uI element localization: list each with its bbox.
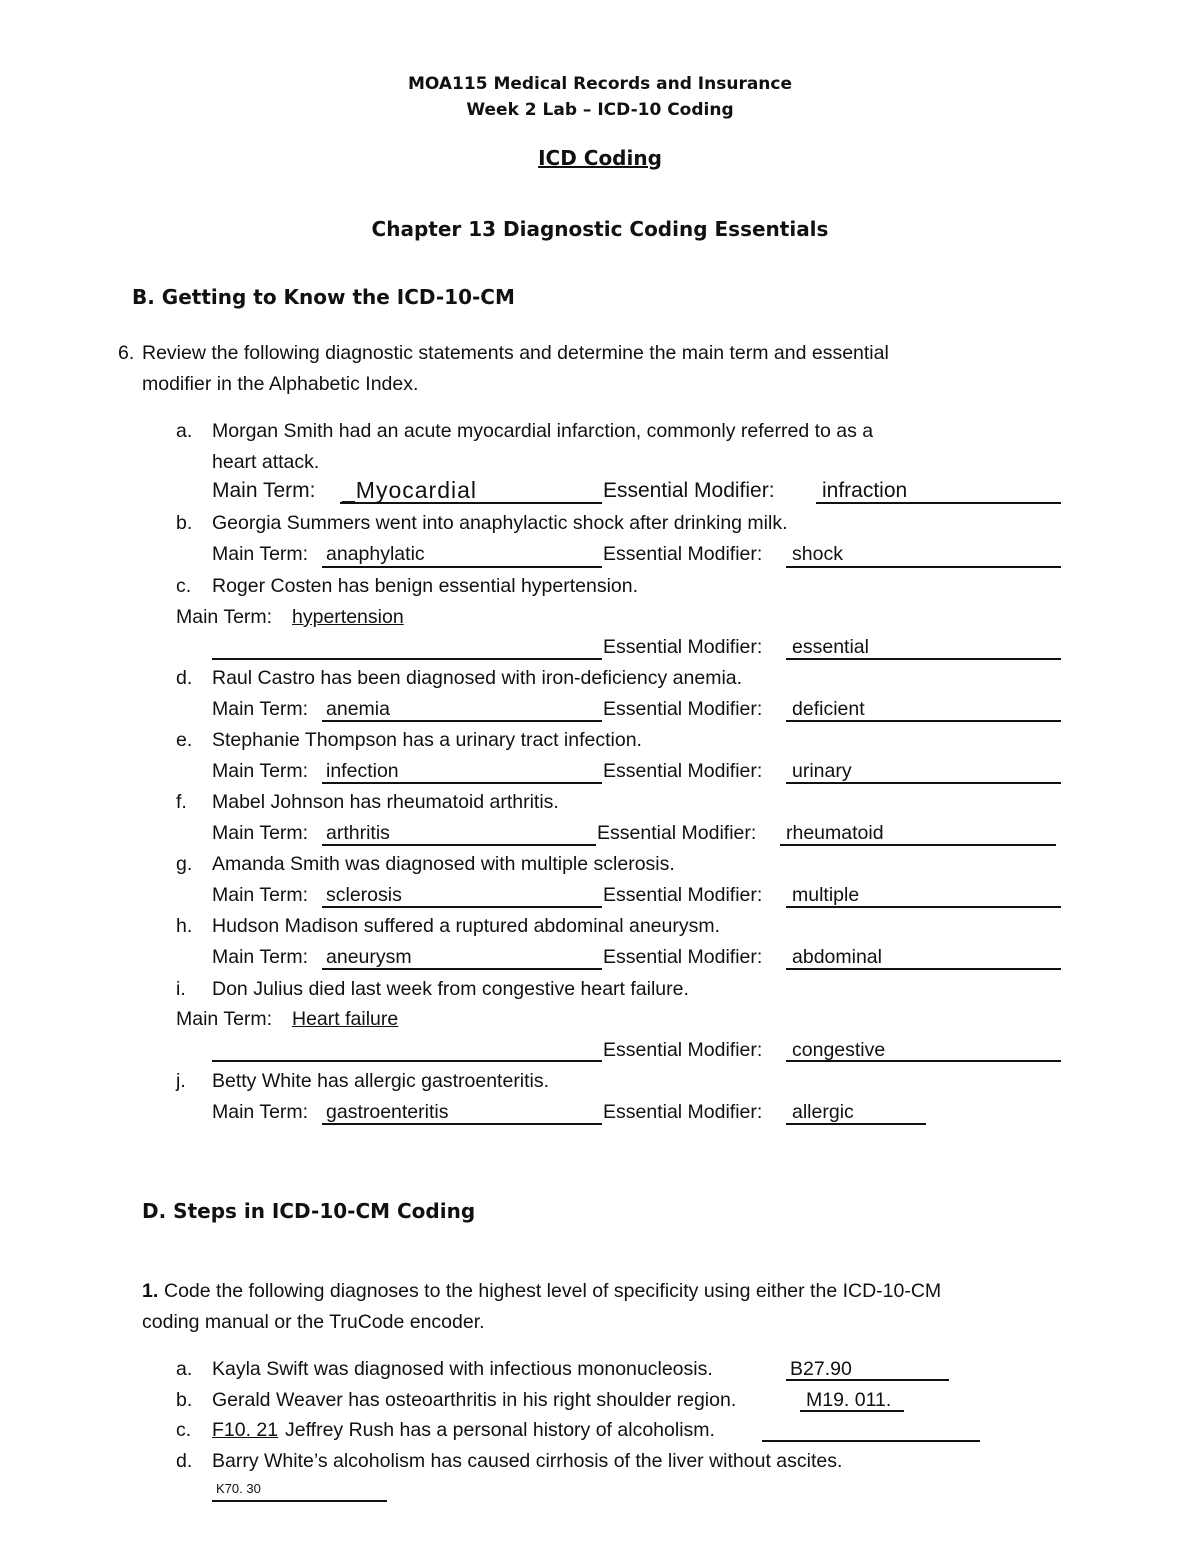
item-letter: c. bbox=[176, 1419, 192, 1441]
diagnostic-statement: Mabel Johnson has rheumatoid arthritis. bbox=[212, 791, 559, 813]
main-term-answer[interactable]: infection bbox=[326, 760, 399, 782]
item-letter: b. bbox=[176, 1389, 193, 1411]
modifier-answer[interactable]: allergic bbox=[792, 1101, 854, 1123]
diagnostic-statement: Don Julius died last week from congestive heart failure. bbox=[212, 978, 689, 1000]
modifier-answer[interactable]: urinary bbox=[792, 760, 852, 782]
diagnostic-statement: Hudson Madison suffered a ruptured abdominal aneurysm. bbox=[212, 915, 721, 937]
section-d-heading: D. Steps in ICD-10-CM Coding bbox=[142, 1199, 476, 1223]
modifier-label: Essential Modifier: bbox=[597, 822, 757, 844]
item-letter: c. bbox=[176, 575, 192, 597]
main-term-answer[interactable]: sclerosis bbox=[326, 884, 402, 906]
instruction-line: Code the following diagnoses to the highest level of specificity using either the ICD-10-CM bbox=[164, 1280, 942, 1302]
course-title: MOA115 Medical Records and Insurance bbox=[407, 74, 793, 94]
diagnostic-statement: heart attack. bbox=[212, 451, 320, 473]
modifier-label: Essential Modifier: bbox=[603, 636, 763, 658]
modifier-answer[interactable]: infraction bbox=[822, 479, 908, 502]
modifier-label: Essential Modifier: bbox=[603, 760, 763, 782]
diagnosis-statement: Barry White’s alcoholism has caused cirrhosis of the liver without ascites. bbox=[212, 1450, 843, 1472]
item-letter: b. bbox=[176, 512, 193, 534]
item-letter: j. bbox=[176, 1070, 186, 1092]
item-letter: f. bbox=[176, 791, 187, 813]
main-term-answer[interactable]: arthritis bbox=[326, 822, 390, 844]
modifier-label: Essential Modifier: bbox=[603, 479, 775, 502]
modifier-answer[interactable]: deficient bbox=[792, 698, 865, 720]
main-term-answer[interactable]: _Myocardial bbox=[342, 477, 477, 503]
main-term-label: Main Term: bbox=[176, 606, 273, 628]
question-number-text: 1. bbox=[142, 1280, 159, 1302]
main-term-label: Main Term: bbox=[212, 543, 309, 565]
icd-code-answer[interactable]: K70. 30 bbox=[216, 1481, 261, 1496]
item-letter: e. bbox=[176, 729, 193, 751]
instruction-line: Review the following diagnostic statements and determine the main term and essential bbox=[142, 342, 889, 364]
item-letter: d. bbox=[176, 1450, 193, 1472]
item-letter: h. bbox=[176, 915, 193, 937]
main-term-answer[interactable]: anemia bbox=[326, 698, 390, 720]
main-term-answer[interactable]: gastroenteritis bbox=[326, 1101, 449, 1123]
diagnostic-statement: Stephanie Thompson has a urinary tract infection. bbox=[212, 729, 642, 751]
main-term-label: Main Term: bbox=[212, 1101, 309, 1123]
icd-code-answer[interactable]: F10. 21 bbox=[212, 1419, 279, 1441]
modifier-answer[interactable]: congestive bbox=[792, 1039, 886, 1061]
modifier-answer[interactable]: multiple bbox=[792, 884, 860, 906]
modifier-label: Essential Modifier: bbox=[603, 1101, 763, 1123]
modifier-answer[interactable]: essential bbox=[792, 636, 869, 658]
diagnosis-statement: Gerald Weaver has osteoarthritis in his right shoulder region. bbox=[212, 1389, 737, 1411]
icd-code-answer[interactable]: B27.90 bbox=[790, 1358, 852, 1380]
diagnosis-statement: Kayla Swift was diagnosed with infectious mononucleosis. bbox=[212, 1358, 713, 1380]
modifier-answer[interactable]: shock bbox=[792, 543, 843, 565]
instruction-line: modifier in the Alphabetic Index. bbox=[142, 373, 419, 395]
question-number bbox=[142, 1280, 158, 1303]
item-letter: i. bbox=[176, 978, 186, 1000]
diagnostic-statement: Georgia Summers went into anaphylactic shock after drinking milk. bbox=[212, 512, 788, 534]
modifier-answer[interactable]: abdominal bbox=[792, 946, 882, 968]
main-term-label: Main Term: bbox=[212, 822, 309, 844]
main-term-label: Main Term: bbox=[212, 884, 309, 906]
main-term-label: Main Term: bbox=[212, 946, 309, 968]
modifier-label: Essential Modifier: bbox=[603, 698, 763, 720]
diagnostic-statement: Betty White has allergic gastroenteritis. bbox=[212, 1070, 550, 1092]
modifier-label: Essential Modifier: bbox=[603, 1039, 763, 1061]
chapter-title: Chapter 13 Diagnostic Coding Essentials bbox=[371, 217, 829, 241]
item-letter: a. bbox=[176, 1358, 193, 1380]
section-b-heading: B. Getting to Know the ICD-10-CM bbox=[132, 285, 515, 309]
modifier-label: Essential Modifier: bbox=[603, 543, 763, 565]
diagnostic-statement: Amanda Smith was diagnosed with multiple sclerosis. bbox=[212, 853, 675, 875]
diagnostic-statement: Raul Castro has been diagnosed with iron-deficiency anemia. bbox=[212, 667, 743, 689]
item-letter: a. bbox=[176, 420, 193, 442]
modifier-label: Essential Modifier: bbox=[603, 946, 763, 968]
item-letter: g. bbox=[176, 853, 193, 875]
question-number: 6. bbox=[118, 342, 135, 364]
lab-title: Week 2 Lab – ICD-10 Coding bbox=[466, 100, 734, 120]
diagnostic-statement: Roger Costen has benign essential hypertension. bbox=[212, 575, 639, 597]
main-term-label: Main Term: bbox=[212, 479, 316, 502]
instruction-line: coding manual or the TruCode encoder. bbox=[142, 1311, 485, 1333]
main-term-answer[interactable]: hypertension bbox=[292, 606, 404, 628]
main-term-answer[interactable]: aneurysm bbox=[326, 946, 412, 968]
main-term-label: Main Term: bbox=[212, 698, 309, 720]
item-letter: d. bbox=[176, 667, 193, 689]
page-title: ICD Coding bbox=[538, 146, 662, 170]
main-term-answer[interactable]: anaphylatic bbox=[326, 543, 425, 565]
diagnosis-statement: Jeffrey Rush has a personal history of alcoholism. bbox=[285, 1419, 715, 1441]
modifier-label: Essential Modifier: bbox=[603, 884, 763, 906]
icd-code-answer[interactable]: M19. 011. bbox=[806, 1389, 892, 1411]
main-term-label: Main Term: bbox=[176, 1008, 273, 1030]
diagnostic-statement: Morgan Smith had an acute myocardial infarction, commonly referred to as a bbox=[212, 420, 874, 442]
main-term-label: Main Term: bbox=[212, 760, 309, 782]
modifier-answer[interactable]: rheumatoid bbox=[786, 822, 884, 844]
main-term-answer[interactable]: Heart failure bbox=[292, 1008, 399, 1030]
